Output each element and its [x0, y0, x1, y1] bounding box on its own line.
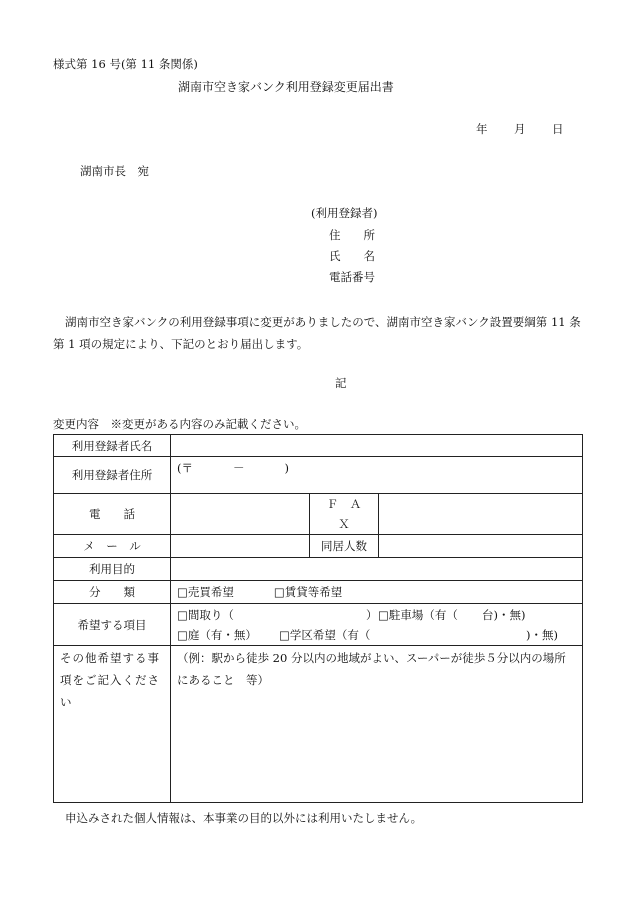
- household-field[interactable]: [379, 535, 583, 558]
- phone-label: 電 話: [54, 494, 171, 535]
- household-label: 同居人数: [310, 535, 379, 558]
- change-form-table: [53, 434, 583, 803]
- postal-suffix: ): [284, 461, 289, 475]
- date-year: 年: [476, 122, 488, 136]
- wish-parking-close: 台)・無): [482, 607, 526, 622]
- category-label: 分 類: [54, 581, 171, 604]
- name-label: 利用登録者氏名: [54, 435, 171, 457]
- other-label: その他希望する事項をご記入ください: [54, 646, 171, 803]
- wish-school-close: )・無): [526, 627, 558, 642]
- postal-dash: －: [233, 461, 245, 475]
- mail-label: メ ー ル: [54, 535, 171, 558]
- document-title: 湖南市空き家バンク利用登録変更届出書: [178, 80, 394, 94]
- name-field[interactable]: [171, 435, 583, 457]
- wish-school-checkbox[interactable]: □学区希望（有（: [279, 627, 371, 642]
- category-sale-checkbox[interactable]: □売買希望: [177, 585, 234, 599]
- fax-label: Ｆ Ａ Ｘ: [310, 494, 379, 535]
- mail-field[interactable]: [171, 535, 310, 558]
- form-number: 様式第 16 号(第 11 条関係): [53, 57, 198, 71]
- applicant-heading: (利用登録者): [311, 206, 378, 220]
- category-rent-checkbox[interactable]: □賃貸等希望: [273, 585, 343, 599]
- other-example: （例：駅から徒歩 20 分以内の地域がよい、スーパーが徒歩５分以内の場所にあること 等）: [177, 651, 566, 687]
- phone-field[interactable]: [171, 494, 310, 535]
- date-day: 日: [552, 122, 564, 136]
- date-month: 月: [514, 122, 526, 136]
- wish-options: [171, 604, 583, 646]
- change-note: 変更内容 ※変更がある内容のみ記載ください。: [53, 417, 306, 431]
- wish-rooms-checkbox[interactable]: □間取り（: [177, 607, 234, 622]
- ki-heading: 記: [335, 376, 347, 390]
- address-label: 利用登録者住所: [54, 457, 171, 494]
- other-field[interactable]: [171, 646, 583, 803]
- purpose-field[interactable]: [171, 558, 583, 581]
- applicant-address-label: 住 所: [329, 228, 375, 242]
- wish-label: 希望する項目: [54, 604, 171, 646]
- fax-field[interactable]: [379, 494, 583, 535]
- category-options: [171, 581, 583, 604]
- privacy-footer: 申込みされた個人情報は、本事業の目的以外には利用いたしません。: [65, 811, 423, 825]
- wish-parking-checkbox[interactable]: □駐車場（有（: [378, 607, 458, 622]
- purpose-label: 利用目的: [54, 558, 171, 581]
- applicant-phone-label: 電話番号: [329, 270, 375, 284]
- wish-rooms-close: ）: [366, 607, 378, 622]
- address-field[interactable]: [171, 457, 583, 494]
- body-paragraph: 湖南市空き家バンクの利用登録事項に変更がありましたので、湖南市空き家バンク設置要綱第 11 条第 1 項の規定により、下記のとおり届出します。: [53, 315, 581, 351]
- postal-prefix: (〒: [177, 461, 193, 475]
- wish-garden-checkbox[interactable]: □庭（有・無）: [177, 627, 257, 642]
- applicant-name-label: 氏 名: [329, 249, 375, 263]
- addressee: 湖南市長 宛: [80, 164, 149, 178]
